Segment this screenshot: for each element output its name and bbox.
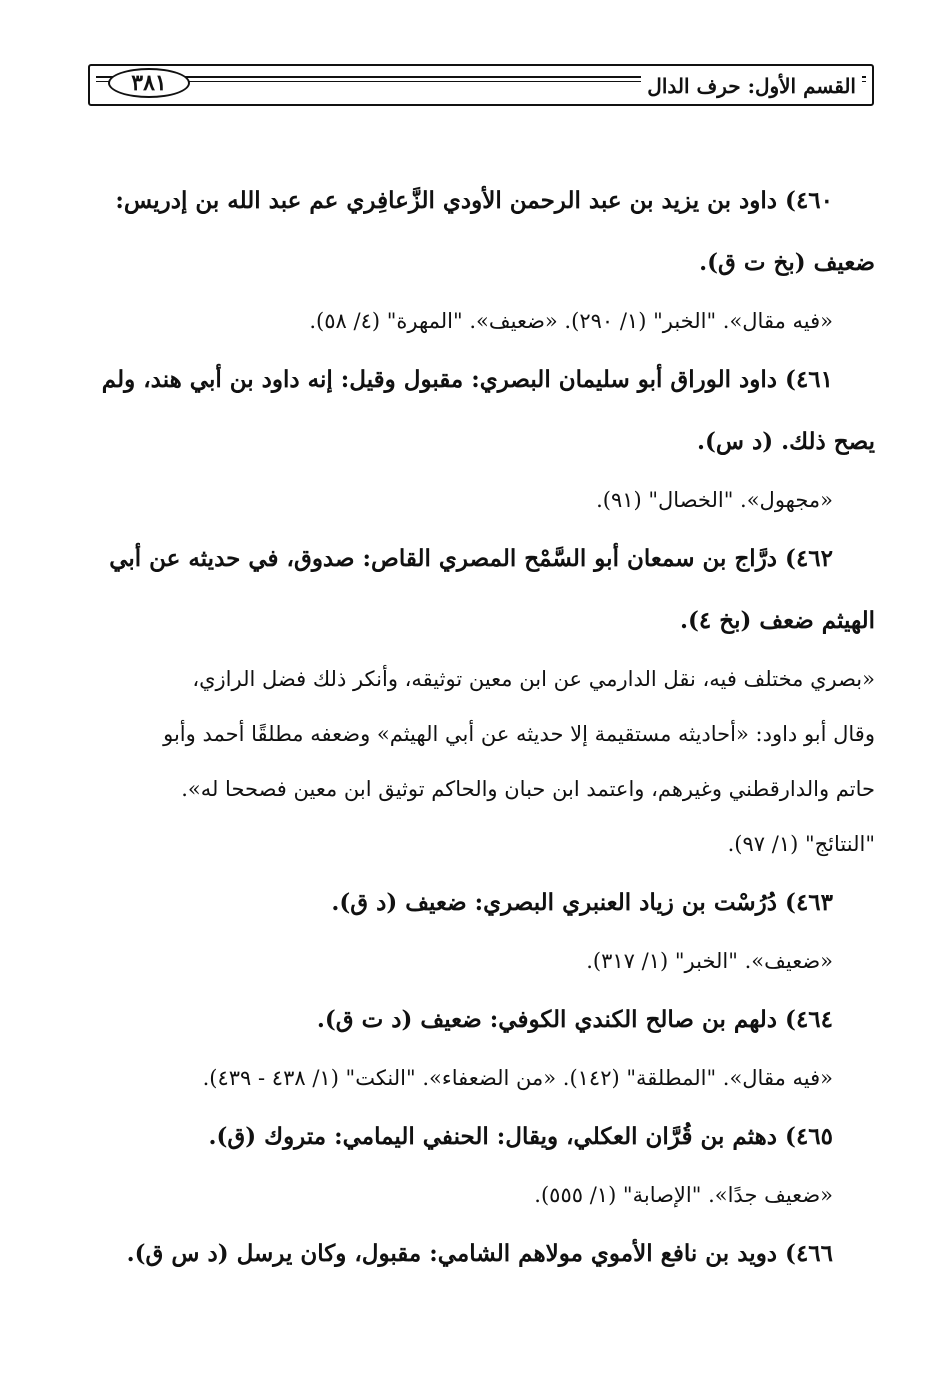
note-463: «ضعيف». "الخبر" (١/ ٣١٧). [586,949,833,973]
entry-465: ٤٦٥) دهثم بن قُرَّان العكلي، ويقال: الحنفي اليمامي: متروك (ق). [208,1123,833,1150]
note-462-line-1: «بصري مختلف فيه، نقل الدارمي عن ابن معين توثيقه، وأنكر ذلك فضل الرازي، [192,667,875,691]
running-title: القسم الأول: حرف الدال [641,74,862,98]
entry-462-line-2: الهيثم ضعف (بخ ٤). [679,607,875,634]
note-462-line-3: حاتم والدارقطني وغيرهم، واعتمد ابن حبان والحاكم توثيق ابن معين فصححا له». [181,777,875,801]
note-465: «ضعيف جدًا». "الإصابة" (١/ ٥٥٥). [534,1183,833,1207]
entry-461-line-2: يصح ذلك. (د س). [697,428,875,455]
note-460: «فيه مقال». "الخبر" (١/ ٢٩٠). «ضعيف». "المهرة" (٤/ ٥٨). [309,309,833,333]
entry-461-line-1: ٤٦١) داود الوراق أبو سليمان البصري: مقبول وقيل: إنه داود بن أبي هند، ولم [101,366,833,393]
note-464: «فيه مقال». "المطلقة" (١٤٢). «من الضعفاء». "النكت" (١/ ٤٣٨ - ٤٣٩). [202,1066,833,1090]
page-number: ٣٨١ [108,68,190,98]
entry-460-line-2: ضعيف (بخ ت ق). [699,249,875,276]
entry-460-line-1: ٤٦٠) داود بن يزيد بن عبد الرحمن الأودي الزَّعافِري عم عبد الله بن إدريس: [115,187,833,214]
entry-463: ٤٦٣) دُرُسْت بن زياد العنبري البصري: ضعيف (د ق). [331,889,833,916]
note-462-line-2: وقال أبو داود: «أحاديثه مستقيمة إلا حديثه عن أبي الهيثم» وضعفه مطلقًا أحمد وأبو [163,722,875,746]
note-462-line-4: "النتائج" (١/ ٩٧). [727,832,875,856]
running-header [88,64,874,106]
page-body [70,170,875,1285]
note-461: «مجهول». "الخصال" (٩١). [596,488,833,512]
entry-466: ٤٦٦) دويد بن نافع الأموي مولاهم الشامي: مقبول، وكان يرسل (د س ق). [126,1240,833,1267]
entry-462-line-1: ٤٦٢) درَّاج بن سمعان أبو السَّمْح المصري القاص: صدوق، في حديثه عن أبي [109,545,833,572]
entry-464: ٤٦٤) دلهم بن صالح الكندي الكوفي: ضعيف (د ت ق). [316,1006,833,1033]
